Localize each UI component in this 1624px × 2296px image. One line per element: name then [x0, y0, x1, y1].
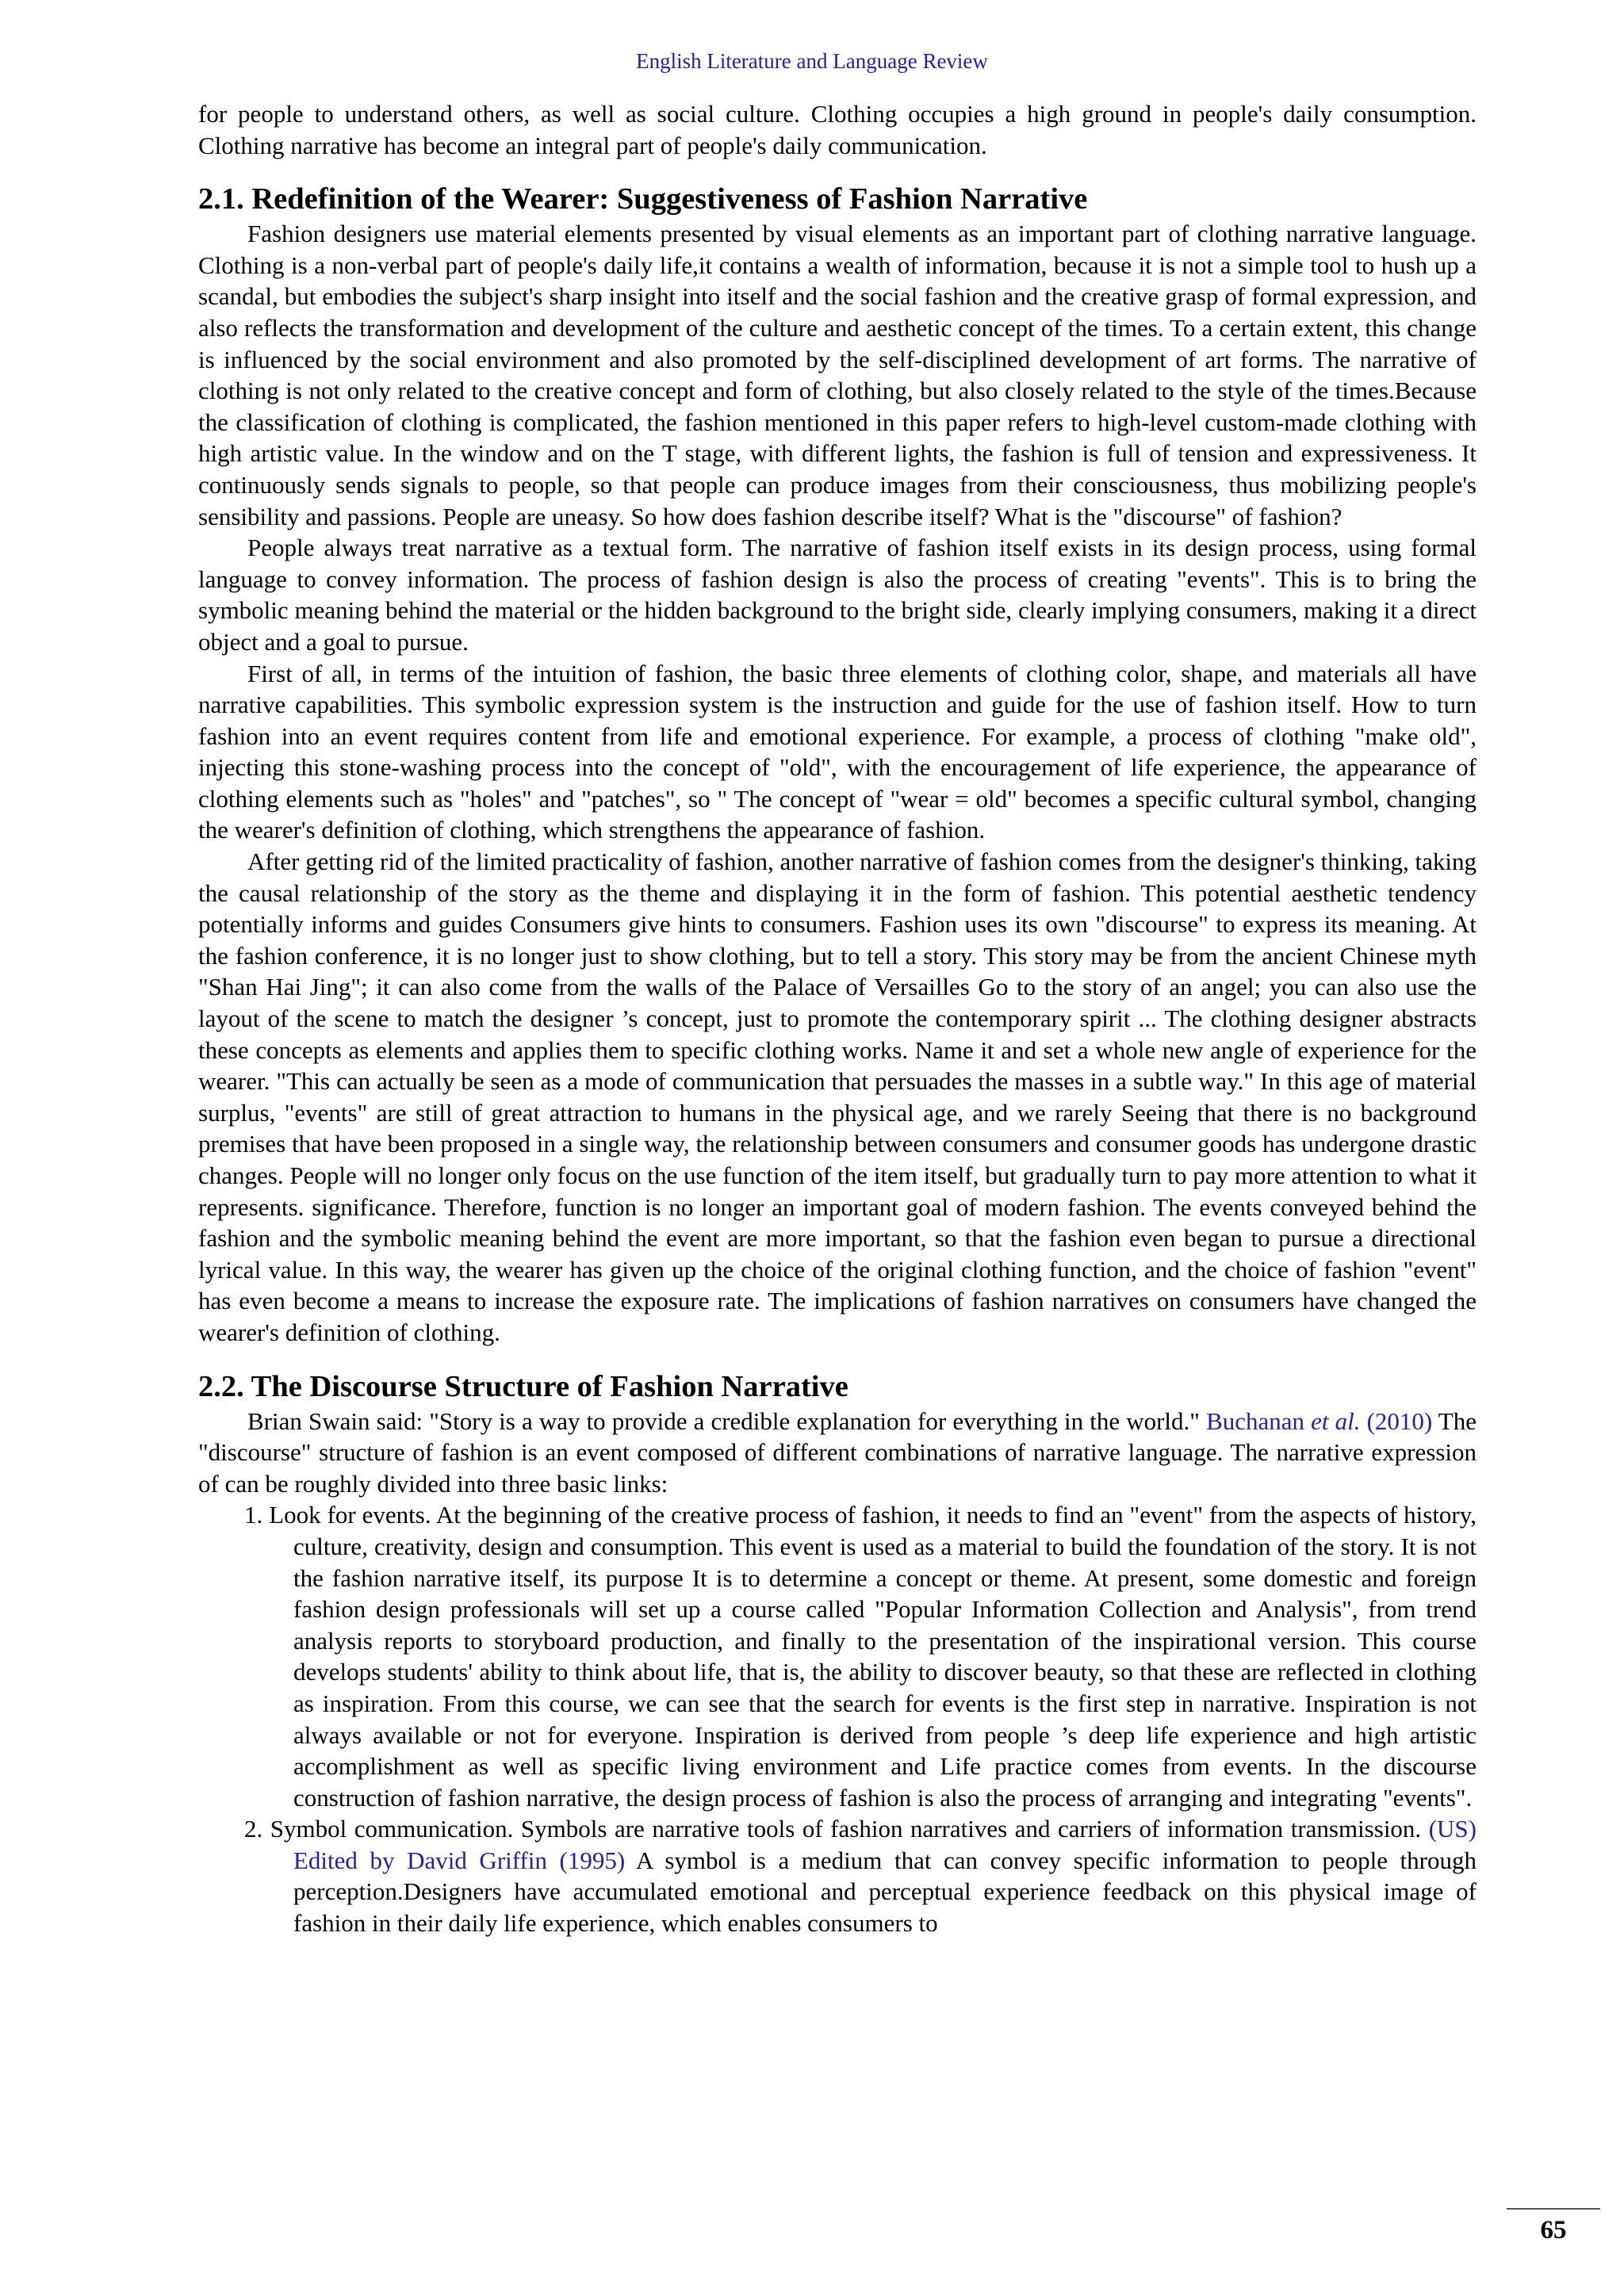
citation-author: Buchanan [1206, 1406, 1312, 1435]
intro-paragraph: for people to understand others, as well as social culture. Clothing occupies a high ground in people's daily consumption. Clothing narrative has become an integral part of people's daily communication. [198, 100, 1477, 159]
section2-intro-text: Brian Swain said: "Story is a way to provide a credible explanation for everything in the world." [247, 1406, 1207, 1435]
section1-paragraph-4: After getting rid of the limited practicality of fashion, another narrative of fashion comes from the designer's thinking, taking the causal relationship of the story as the theme and displaying it in the form of fashion. This potential aesthetic tendency potentially informs and guides Consumers give hints to consumers. Fashion uses its own "discourse" to express its meaning. At the fashion conference, it is no longer just to show clothing, but to tell a story. This story may be from the ancient Chinese myth "Shan Hai Jing"; it can also come from the walls of the Palace of Versailles Go to the story of an angel; you can also use the layout of the scene to match the designer ’s concept, just to promote the contemporary spirit ... The clothing designer abstracts these concepts as elements and applies them to specific clothing works. Name it and set a whole new angle of experience for the wearer. "This can actually be seen as a mode of communication that persuades the masses in a subtle way." In this age of material surplus, "events" are still of great attraction to humans in the physical age, and we rarely Seeing that there is no background premises that have been proposed in a single way, the relationship between consumers and consumer goods has undergone drastic changes. People will no longer only focus on the use function of the item itself, but gradually turn to pay more attention to what it represents. significance. Therefore, function is no longer an important goal of modern fashion. The events conveyed behind the fashion and the symbolic meaning behind the event are more important, so that the fashion even began to pursue a directional lyrical value. In this way, the wearer has given up the choice of the original clothing function, and the choice of fashion "event" has even become a means to increase the exposure rate. The implications of fashion narratives on consumers have changed the wearer's definition of clothing. [198, 848, 1477, 1346]
section1-paragraph-1: Fashion designers use material elements presented by visual elements as an important part of clothing narrative language. Clothing is a non-verbal part of people's daily life,it contains a wealth of information, because it is not a simple tool to hush up a scandal, but embodies the subject's sharp insight into itself and the social fashion and the creative grasp of formal expression, and also reflects the transformation and development of the culture and aesthetic concept of the times. To a certain extent, this change is influenced by the social environment and also promoted by the self-disciplined development of art forms. The narrative of clothing is not only related to the creative concept and form of clothing, but also closely related to the style of the times.Because the classification of clothing is complicated, the fashion mentioned in this paper refers to high-level custom-made clothing with high artistic value. In the window and on the T stage, with different lights, the fashion is full of tension and expressiveness. It continuously sends signals to people, so that people can produce images from their consciousness, thus mobilizing people's sensibility and passions. People are uneasy. So how does fashion describe itself? What is the "discourse" of fashion? [198, 220, 1477, 530]
list-item-text-continued: A symbol is a medium that can convey specific information to people through perception.Designers have accumulated emotional and perceptual experience feedback on this physical image of fashion in their daily life experience, which enables consumers to [293, 1846, 1477, 1938]
section1-paragraph-2: People always treat narrative as a textual form. The narrative of fashion itself exists in its design process, using formal language to convey information. The process of fashion design is also the process of creating "events". This is to bring the symbolic meaning behind the material or the hidden background to the bright side, clearly implying consumers, making it a direct object and a goal to pursue. [198, 534, 1477, 656]
citation-etal: et al. [1311, 1406, 1361, 1435]
list-item: 1. Look for events. At the beginning of the creative process of fashion, it needs to find an "event" from the aspects of history, culture, creativity, design and consumption. This event is used as a material to build the foundation of the story. It is not the fashion narrative itself, its purpose It is to determine a concept or theme. At present, some domestic and foreign fashion design professionals will set up a course called "Popular Information Collection and Analysis", from trend analysis reports to storyboard production, and finally to the presentation of the inspirational version. This course develops students' ability to think about life, that is, the ability to discover beauty, so that these are reflected in clothing as inspiration. From this course, we can see that the search for events is the first step in narrative. Inspiration is not always available or not for everyone. Inspiration is derived from people ’s deep life experience and high artistic accomplishment as well as specific living environment and Life practice comes from events. In the discourse construction of fashion narrative, the design process of fashion is also the process of arranging and integrating "events". [244, 1501, 1477, 1812]
list-item-text: 2. Symbol communication. Symbols are narrative tools of fashion narratives and carriers of information transmission. [244, 1815, 1429, 1843]
page-number: 65 [1540, 2216, 1567, 2244]
page-body [198, 98, 1477, 1939]
list-item [198, 1813, 1477, 1938]
section-heading-2-2: 2.2. The Discourse Structure of Fashion Narrative [198, 1369, 848, 1403]
page-number-rule [1507, 2208, 1600, 2210]
citation-buchanan-link[interactable] [1206, 1407, 1432, 1435]
section2-intro-continued: The "discourse" structure of fashion is an event composed of different combinations of narrative language. The narrative expression of can be roughly divided into three basic links: [198, 1406, 1477, 1498]
section2-intro-paragraph [198, 1406, 1477, 1500]
citation-year: (2010) [1360, 1406, 1433, 1435]
section-heading-2-1: 2.1. Redefinition of the Wearer: Suggestiveness of Fashion Narrative [198, 182, 1088, 216]
narrative-links-list [198, 1499, 1477, 1938]
journal-header: English Literature and Language Review [636, 49, 988, 73]
section1-paragraph-3: First of all, in terms of the intuition of fashion, the basic three elements of clothing color, shape, and materials all have narrative capabilities. This symbolic expression system is the instruction and guide for the use of fashion itself. How to turn fashion into an event requires content from life and emotional experience. For example, a process of clothing "make old", injecting this stone-washing process into the concept of "old", with the encouragement of life experience, the appearance of clothing elements such as "holes" and "patches", so " The concept of "wear = old" becomes a specific cultural symbol, changing the wearer's definition of clothing, which strengthens the appearance of fashion. [198, 659, 1477, 844]
citation-griffin-link[interactable]: (US) Edited by David Griffin (1995) [293, 1815, 1477, 1874]
